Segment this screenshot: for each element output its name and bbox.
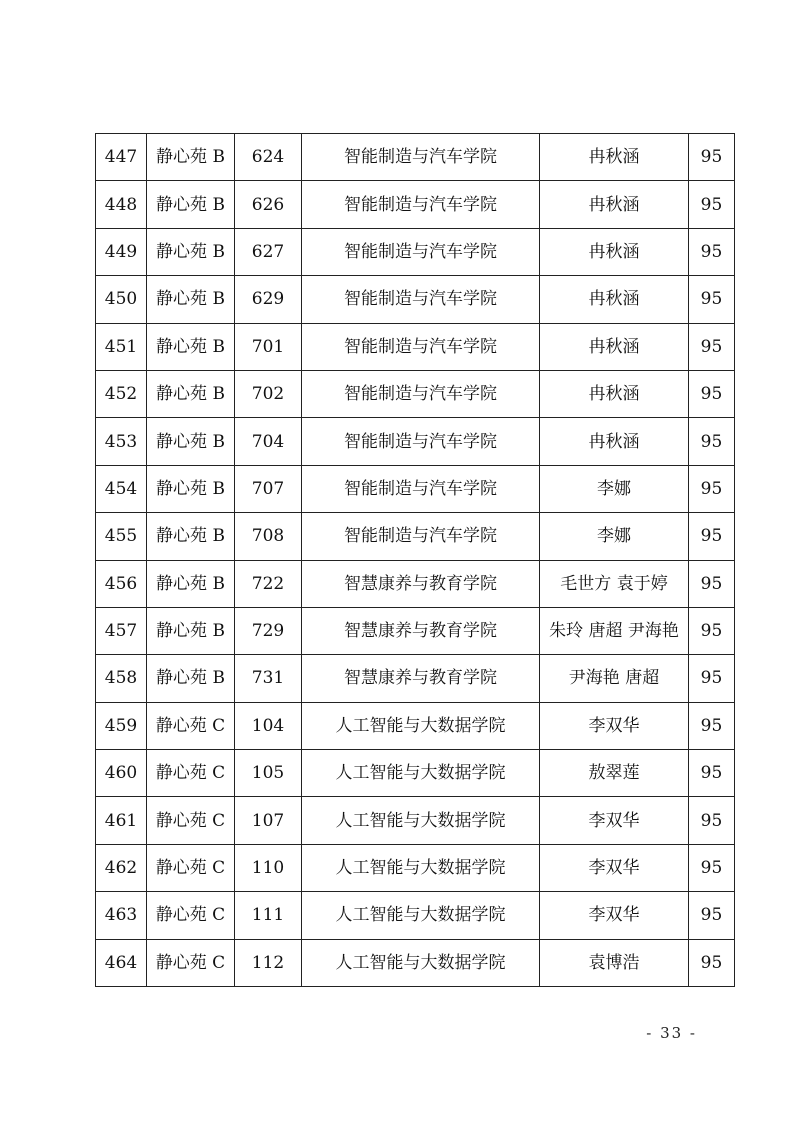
counselor-cell: 李双华 xyxy=(540,797,689,844)
score-cell: 95 xyxy=(689,750,735,797)
college-cell: 人工智能与大数据学院 xyxy=(302,797,540,844)
row-number-cell: 454 xyxy=(96,465,147,512)
counselor-cell: 李双华 xyxy=(540,892,689,939)
college-cell: 智能制造与汽车学院 xyxy=(302,134,540,181)
college-cell: 智能制造与汽车学院 xyxy=(302,276,540,323)
table-row xyxy=(96,702,735,749)
table-row xyxy=(96,181,735,228)
room-number-cell: 627 xyxy=(235,228,302,275)
room-number-cell: 629 xyxy=(235,276,302,323)
counselor-cell: 朱玲 唐超 尹海艳 xyxy=(540,607,689,654)
counselor-cell: 李双华 xyxy=(540,702,689,749)
college-cell: 智能制造与汽车学院 xyxy=(302,513,540,560)
college-cell: 智能制造与汽车学院 xyxy=(302,181,540,228)
table-row xyxy=(96,750,735,797)
college-cell: 智能制造与汽车学院 xyxy=(302,418,540,465)
row-number-cell: 461 xyxy=(96,797,147,844)
building-cell: 静心苑 B xyxy=(147,655,235,702)
score-cell: 95 xyxy=(689,418,735,465)
score-cell: 95 xyxy=(689,323,735,370)
score-cell: 95 xyxy=(689,276,735,323)
row-number-cell: 447 xyxy=(96,134,147,181)
college-cell: 人工智能与大数据学院 xyxy=(302,750,540,797)
row-number-cell: 460 xyxy=(96,750,147,797)
row-number-cell: 452 xyxy=(96,370,147,417)
score-cell: 95 xyxy=(689,844,735,891)
table-row xyxy=(96,323,735,370)
table-row xyxy=(96,560,735,607)
counselor-cell: 冉秋涵 xyxy=(540,418,689,465)
room-number-cell: 701 xyxy=(235,323,302,370)
table-body xyxy=(96,134,735,987)
building-cell: 静心苑 C xyxy=(147,844,235,891)
score-cell: 95 xyxy=(689,181,735,228)
building-cell: 静心苑 C xyxy=(147,797,235,844)
row-number-cell: 453 xyxy=(96,418,147,465)
building-cell: 静心苑 C xyxy=(147,892,235,939)
college-cell: 人工智能与大数据学院 xyxy=(302,844,540,891)
table-row xyxy=(96,134,735,181)
score-cell: 95 xyxy=(689,465,735,512)
score-cell: 95 xyxy=(689,702,735,749)
row-number-cell: 448 xyxy=(96,181,147,228)
table-row xyxy=(96,844,735,891)
college-cell: 智能制造与汽车学院 xyxy=(302,228,540,275)
building-cell: 静心苑 B xyxy=(147,181,235,228)
college-cell: 智能制造与汽车学院 xyxy=(302,370,540,417)
building-cell: 静心苑 B xyxy=(147,323,235,370)
building-cell: 静心苑 B xyxy=(147,276,235,323)
room-number-cell: 624 xyxy=(235,134,302,181)
counselor-cell: 冉秋涵 xyxy=(540,228,689,275)
score-cell: 95 xyxy=(689,797,735,844)
table-row xyxy=(96,370,735,417)
room-number-cell: 110 xyxy=(235,844,302,891)
score-cell: 95 xyxy=(689,560,735,607)
building-cell: 静心苑 B xyxy=(147,228,235,275)
table-row xyxy=(96,607,735,654)
room-number-cell: 708 xyxy=(235,513,302,560)
counselor-cell: 敖翠莲 xyxy=(540,750,689,797)
row-number-cell: 450 xyxy=(96,276,147,323)
room-number-cell: 107 xyxy=(235,797,302,844)
room-number-cell: 626 xyxy=(235,181,302,228)
score-cell: 95 xyxy=(689,892,735,939)
counselor-cell: 袁博浩 xyxy=(540,939,689,986)
score-cell: 95 xyxy=(689,607,735,654)
row-number-cell: 456 xyxy=(96,560,147,607)
counselor-cell: 尹海艳 唐超 xyxy=(540,655,689,702)
row-number-cell: 451 xyxy=(96,323,147,370)
college-cell: 智慧康养与教育学院 xyxy=(302,655,540,702)
counselor-cell: 冉秋涵 xyxy=(540,181,689,228)
table-row xyxy=(96,513,735,560)
table-row xyxy=(96,655,735,702)
building-cell: 静心苑 C xyxy=(147,750,235,797)
counselor-cell: 毛世方 袁于婷 xyxy=(540,560,689,607)
room-number-cell: 722 xyxy=(235,560,302,607)
building-cell: 静心苑 B xyxy=(147,465,235,512)
room-number-cell: 707 xyxy=(235,465,302,512)
row-number-cell: 457 xyxy=(96,607,147,654)
score-cell: 95 xyxy=(689,370,735,417)
room-number-cell: 729 xyxy=(235,607,302,654)
counselor-cell: 冉秋涵 xyxy=(540,276,689,323)
score-cell: 95 xyxy=(689,655,735,702)
table-row xyxy=(96,465,735,512)
room-number-cell: 702 xyxy=(235,370,302,417)
room-number-cell: 105 xyxy=(235,750,302,797)
building-cell: 静心苑 B xyxy=(147,370,235,417)
college-cell: 智能制造与汽车学院 xyxy=(302,323,540,370)
table-row xyxy=(96,228,735,275)
room-number-cell: 111 xyxy=(235,892,302,939)
building-cell: 静心苑 C xyxy=(147,702,235,749)
room-number-cell: 731 xyxy=(235,655,302,702)
counselor-cell: 冉秋涵 xyxy=(540,370,689,417)
college-cell: 人工智能与大数据学院 xyxy=(302,702,540,749)
college-cell: 智能制造与汽车学院 xyxy=(302,465,540,512)
table-row xyxy=(96,276,735,323)
building-cell: 静心苑 B xyxy=(147,134,235,181)
building-cell: 静心苑 B xyxy=(147,560,235,607)
counselor-cell: 冉秋涵 xyxy=(540,134,689,181)
room-number-cell: 112 xyxy=(235,939,302,986)
row-number-cell: 463 xyxy=(96,892,147,939)
table-row xyxy=(96,939,735,986)
row-number-cell: 455 xyxy=(96,513,147,560)
row-number-cell: 462 xyxy=(96,844,147,891)
score-cell: 95 xyxy=(689,513,735,560)
counselor-cell: 李娜 xyxy=(540,465,689,512)
row-number-cell: 458 xyxy=(96,655,147,702)
building-cell: 静心苑 B xyxy=(147,607,235,654)
building-cell: 静心苑 C xyxy=(147,939,235,986)
row-number-cell: 449 xyxy=(96,228,147,275)
college-cell: 人工智能与大数据学院 xyxy=(302,939,540,986)
table-row xyxy=(96,418,735,465)
counselor-cell: 李双华 xyxy=(540,844,689,891)
row-number-cell: 464 xyxy=(96,939,147,986)
page-number: - 33 - xyxy=(646,1024,697,1042)
counselor-cell: 李娜 xyxy=(540,513,689,560)
building-cell: 静心苑 B xyxy=(147,418,235,465)
counselor-cell: 冉秋涵 xyxy=(540,323,689,370)
college-cell: 人工智能与大数据学院 xyxy=(302,892,540,939)
table-row xyxy=(96,892,735,939)
score-cell: 95 xyxy=(689,228,735,275)
room-number-cell: 104 xyxy=(235,702,302,749)
building-cell: 静心苑 B xyxy=(147,513,235,560)
score-cell: 95 xyxy=(689,134,735,181)
college-cell: 智慧康养与教育学院 xyxy=(302,560,540,607)
score-cell: 95 xyxy=(689,939,735,986)
table-row xyxy=(96,797,735,844)
dormitory-score-table xyxy=(95,133,735,987)
college-cell: 智慧康养与教育学院 xyxy=(302,607,540,654)
room-number-cell: 704 xyxy=(235,418,302,465)
row-number-cell: 459 xyxy=(96,702,147,749)
